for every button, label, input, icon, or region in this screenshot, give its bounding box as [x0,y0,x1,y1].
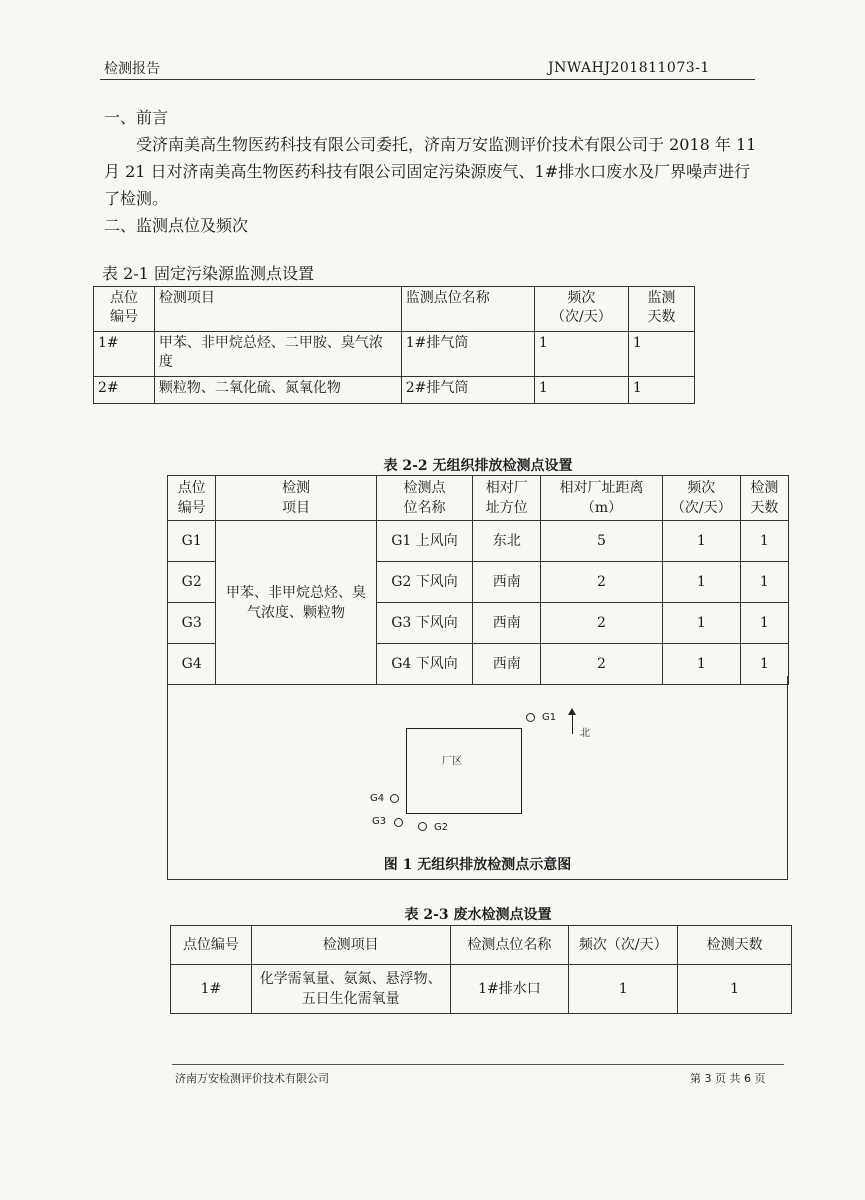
table2-items-cell: 甲苯、非甲烷总烃、臭气浓度、颗粒物 [216,521,376,685]
footer-page-number: 第 3 页 共 6 页 [690,1072,766,1085]
table1-cell: 颗粒物、二氧化硫、氮氧化物 [154,377,401,404]
footer-rule [172,1064,784,1065]
table1-cell: 1 [534,332,628,377]
table1-header-cell: 检测项目 [154,287,401,332]
table2-cell: 西南 [473,562,541,603]
table2 [167,475,789,685]
table2-cell: G2 下风向 [376,562,473,603]
table1-cell: 1#排气筒 [401,332,534,377]
point-g4-marker [390,794,399,803]
table3-cell: 1# [171,965,252,1014]
table-row [94,332,695,377]
table3-header-cell: 检测项目 [251,926,450,965]
table2-cell: 1 [662,603,740,644]
table2-cell: 1 [662,521,740,562]
table2-header-cell: 点位 编号 [168,476,216,521]
table2-caption: 表 2-2 无组织排放检测点设置 [383,458,573,474]
table1-header-cell: 监测 天数 [628,287,694,332]
table2-cell: 2 [541,644,663,685]
point-g1-label: G1 [542,712,557,723]
table2-cell: 1 [740,521,788,562]
table1-cell: 1 [628,377,694,404]
point-g3-label: G3 [372,816,387,827]
table2-header-cell: 频次 （次/天） [662,476,740,521]
table2-cell: G4 [168,644,216,685]
table2-cell: G1 上风向 [376,521,473,562]
table1-cell: 1 [628,332,694,377]
table3-header-cell: 检测点位名称 [450,926,569,965]
table2-cell: 1 [740,644,788,685]
point-g4-label: G4 [370,793,385,804]
table1 [93,286,695,404]
table3-cell: 1 [678,965,792,1014]
table3-cell: 1 [569,965,678,1014]
points-title: 二、监测点位及频次 [104,216,249,235]
table2-cell: G4 下风向 [376,644,473,685]
north-label: 北 [580,728,590,739]
table3-caption: 表 2-3 废水检测点设置 [404,907,552,923]
plant-area [406,728,522,814]
table2-header-cell: 相对厂址距离 （m） [541,476,663,521]
table2-cell: 1 [740,562,788,603]
table1-caption: 表 2-1 固定污染源监测点设置 [102,264,314,283]
table2-cell: 1 [662,562,740,603]
point-g2-label: G2 [434,822,449,833]
table3 [170,925,792,1014]
table2-cell: 1 [662,644,740,685]
table2-cell: G3 [168,603,216,644]
table1-header-cell: 监测点位名称 [401,287,534,332]
table2-cell: G3 下风向 [376,603,473,644]
plant-label: 厂区 [442,756,462,767]
table1-cell: 甲苯、非甲烷总烃、二甲胺、臭气浓度 [154,332,401,377]
figure1-caption: 图 1 无组织排放检测点示意图 [383,857,572,873]
table3-header-row [171,926,792,965]
table2-cell: G1 [168,521,216,562]
header-rule [100,79,755,80]
table2-header-cell: 相对厂 址方位 [473,476,541,521]
intro-paragraph: 受济南美高生物医药科技有限公司委托，济南万安监测评价技术有限公司于 2018 年 11 月 21 日对济南美高生物医药科技有限公司固定污染源废气、1#排水口废水及厂界噪声进行了检测。 [104,135,757,208]
table1-header-row [94,287,695,332]
table3-header-cell: 频次（次/天） [569,926,678,965]
point-g2-marker [418,822,427,831]
table1-cell: 1 [534,377,628,404]
table1-cell: 2# [94,377,155,404]
point-g3-marker [394,818,403,827]
point-g1-marker [526,713,535,722]
table1-header-cell: 点位 编号 [94,287,155,332]
table2-cell: 西南 [473,603,541,644]
header-report-title: 检测报告 [104,61,160,77]
table2-cell: 东北 [473,521,541,562]
table1-cell: 1# [94,332,155,377]
table1-header-cell: 频次 （次/天） [534,287,628,332]
table3-header-cell: 点位编号 [171,926,252,965]
table1-cell: 2#排气筒 [401,377,534,404]
table3-cell: 化学需氧量、氨氮、悬浮物、五日生化需氧量 [251,965,450,1014]
footer-company: 济南万安检测评价技术有限公司 [175,1072,329,1085]
table2-header-cell: 检测 天数 [740,476,788,521]
table2-cell: 1 [740,603,788,644]
north-arrow-shaft [572,712,573,734]
table2-header-cell: 检测点 位名称 [376,476,473,521]
table-row [171,965,792,1014]
table2-cell: 西南 [473,644,541,685]
table2-cell: 2 [541,562,663,603]
table2-cell: G2 [168,562,216,603]
table-row [168,521,789,562]
table3-header-cell: 检测天数 [678,926,792,965]
table3-cell: 1#排水口 [450,965,569,1014]
table2-header-cell: 检测 项目 [216,476,376,521]
north-arrow-icon [568,708,576,715]
table2-header-row [168,476,789,521]
table2-cell: 5 [541,521,663,562]
intro-title: 一、前言 [104,108,169,127]
table-row [94,377,695,404]
figure1-box [167,676,788,880]
table2-cell: 2 [541,603,663,644]
header-report-number: JNWAHJ201811073-1 [548,60,710,76]
